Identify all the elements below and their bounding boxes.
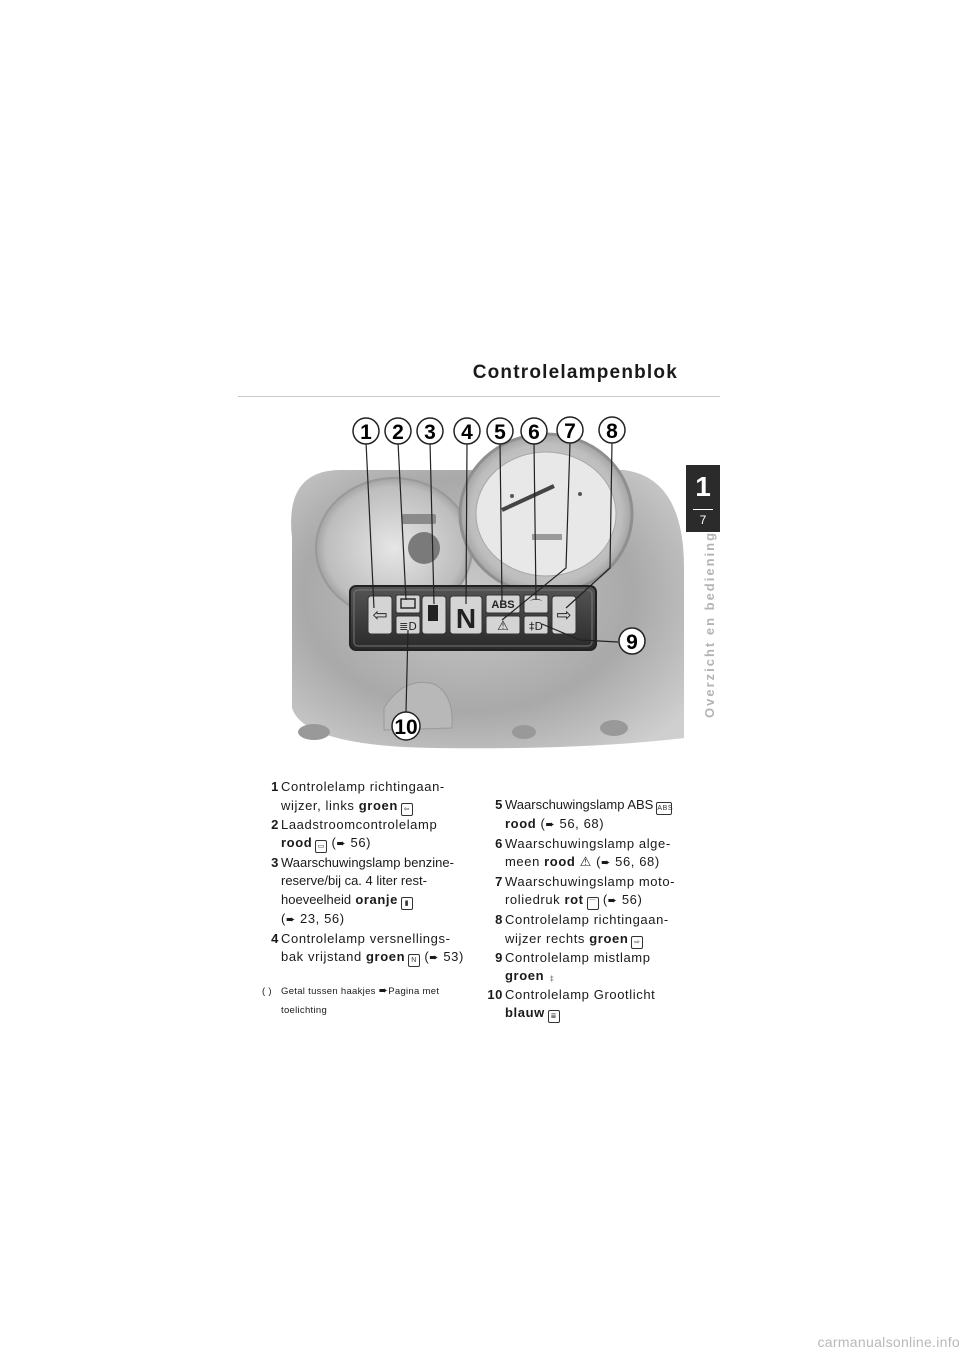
high-beam-icon: ≣	[548, 1010, 560, 1023]
page-title: Controlelampenblok	[472, 362, 678, 383]
legend-item-ref: 56, 68	[559, 816, 600, 831]
page-ref-arrow-icon: ➨	[545, 819, 556, 831]
legend-item-text: hoeveelheid	[281, 891, 352, 907]
legend-item-color: rood	[544, 854, 576, 870]
legend-item-text: reserve/bij ca. 4 liter rest-	[281, 873, 427, 889]
instrument-panel-figure	[284, 408, 690, 750]
legend-item-number: 9	[495, 949, 503, 965]
legend-item-text: Laadstroomcontrolelamp	[281, 816, 438, 832]
legend-item-text: Waarschuwingslamp moto-	[505, 873, 676, 889]
turn-right-lamp-icon: ⇨	[556, 605, 572, 626]
abs-lamp-label: ABS	[491, 599, 515, 611]
note-text: toelichting	[281, 1004, 328, 1016]
warning-triangle-icon: ⚠	[579, 854, 592, 870]
callout-3: 3	[424, 421, 436, 444]
lower-right-knob	[512, 725, 536, 739]
legend-item-color: rood	[281, 835, 313, 851]
speedometer-tick	[510, 494, 514, 498]
oil-pressure-lamp-icon: ⌒	[529, 598, 543, 612]
legend-item-text: bak vrijstand	[281, 949, 362, 965]
callout-8: 8	[606, 420, 618, 443]
legend-item-ref: 23, 56	[299, 910, 340, 926]
page-ref-arrow-icon: ➨	[378, 984, 389, 997]
fog-lamp-icon: ‡	[549, 976, 555, 984]
lower-left-knob	[298, 724, 330, 740]
chapter-tab	[686, 465, 720, 532]
legend-item-9	[486, 949, 691, 986]
page-ref-arrow-icon: ➨	[601, 857, 611, 870]
legend-item-7: 7 Waarschuwingslamp moto- roliedruk rot ⌒ (➨ 56)	[486, 873, 691, 911]
legend-item-ref: 56	[350, 835, 367, 851]
left-gauge-display	[402, 514, 436, 524]
legend-item-4: 4 Controlelamp versnellings- bak vrijstand groen N (➨ 53)	[262, 930, 480, 968]
legend-item-color: groen	[505, 968, 545, 984]
left-gauge-knob	[408, 532, 440, 564]
oil-pressure-icon: ⌒	[587, 897, 599, 910]
watermark: carmanualsonline.info	[817, 1334, 960, 1350]
legend-right-column	[486, 796, 691, 1023]
legend-item-2: 2 Laadstroomcontrolelamp rood ▭ (➨ 56)	[262, 816, 480, 854]
callout-6: 6	[528, 421, 540, 444]
legend-item-number: 3	[271, 854, 279, 870]
battery-lamp	[396, 595, 420, 613]
page-ref-arrow-icon: ➨	[285, 913, 296, 926]
general-warning-lamp-icon: ⚠	[497, 619, 509, 634]
legend-item-text: Controlelamp mistlamp	[505, 949, 651, 965]
neutral-icon: N	[408, 954, 420, 967]
fuel-icon: ▮	[401, 897, 413, 910]
legend-item-text: wijzer rechts	[505, 930, 586, 946]
fuel-lamp-icon	[428, 605, 438, 621]
callout-4: 4	[461, 421, 473, 444]
legend-item-10	[486, 986, 691, 1024]
turn-left-icon: ⇦	[401, 803, 413, 816]
note-symbol: ( )	[262, 985, 272, 997]
legend-item-3: 3 Waarschuwingslamp benzine- reserve/bij ca. 4 liter rest- hoeveelheid oranje ▮ (➨ 23, 56)	[262, 854, 480, 930]
legend-item-8	[486, 911, 691, 949]
title-divider	[238, 396, 720, 397]
page-ref-arrow-icon: ➨	[429, 952, 440, 965]
abs-icon: ABS	[656, 802, 672, 815]
chapter-number: 1	[695, 471, 711, 502]
legend-item-text: Controlelamp Grootlicht	[505, 986, 656, 1002]
fog-lamp-icon: ‡D	[529, 620, 543, 633]
legend-item-5: 5 Waarschuwingslamp ABS ABS rood (➨ 56, 68)	[486, 796, 691, 835]
speedometer-odometer	[532, 534, 562, 540]
legend-item-ref: 53	[443, 949, 459, 965]
legend-item-number: 2	[271, 816, 279, 832]
callout-2: 2	[392, 421, 404, 444]
note-text: Getal tussen haakjes	[281, 985, 376, 997]
speedometer-tick	[578, 492, 582, 496]
legend-item-text: wijzer, links	[281, 797, 355, 813]
section-side-label: Overzicht en bediening	[702, 530, 717, 718]
legend-item-ref: 56, 68	[615, 854, 655, 870]
turn-left-lamp-icon: ⇦	[372, 605, 388, 626]
lower-right-knob	[600, 720, 628, 736]
legend-item-text: Waarschuwingslamp alge-	[505, 835, 671, 851]
legend-item-number: 5	[495, 797, 503, 812]
legend-item-number: 6	[495, 835, 503, 851]
legend-item-text: Controlelamp richtingaan-	[281, 779, 445, 794]
legend-item-color: rot	[564, 892, 584, 908]
legend-note	[262, 982, 480, 1020]
speedometer-face	[476, 452, 616, 576]
legend-item-number: 4	[271, 930, 279, 946]
legend-item-1	[262, 778, 480, 816]
callout-9: 9	[626, 631, 638, 654]
legend-item-text: meen	[505, 854, 540, 870]
legend-item-color: groen	[358, 797, 398, 813]
legend-item-text: Controlelamp richtingaan-	[505, 911, 669, 927]
note-text: Pagina met	[388, 985, 440, 997]
page-ref-arrow-icon: ➨	[607, 895, 618, 908]
legend-item-number: 8	[495, 911, 503, 927]
chapter-tab-divider	[693, 509, 713, 510]
legend-item-color: groen	[366, 949, 406, 965]
turn-right-icon: ⇨	[631, 936, 643, 949]
legend-left-column	[262, 778, 480, 1020]
legend-item-color: oranje	[355, 891, 398, 907]
page-ref-arrow-icon: ➨	[336, 838, 347, 851]
callout-10: 10	[394, 716, 418, 739]
legend-item-6: 6 Waarschuwingslamp alge- meen rood ⚠ (➨ 56, 68)	[486, 835, 691, 873]
page-number: 7	[699, 513, 707, 527]
callout-5: 5	[494, 421, 506, 444]
battery-icon: ▭	[315, 840, 327, 853]
legend-item-number: 7	[495, 873, 503, 889]
legend-item-text: Waarschuwingslamp benzine-	[281, 854, 454, 870]
neutral-lamp-label: N	[455, 603, 477, 634]
legend-item-text: roliedruk	[505, 892, 561, 908]
callout-1: 1	[360, 421, 372, 444]
side-label-area	[690, 530, 717, 724]
legend-item-ref: 56	[621, 892, 638, 908]
legend-item-color: groen	[589, 930, 629, 946]
legend-item-color: rood	[505, 816, 537, 831]
legend-item-text: Waarschuwingslamp ABS	[505, 797, 654, 812]
legend-item-number: 10	[487, 986, 503, 1002]
legend-item-number: 1	[271, 779, 279, 794]
legend-item-text: Controlelamp versnellings-	[281, 930, 451, 946]
highbeam-lamp-icon: ≣D	[399, 620, 417, 633]
legend-item-color: blauw	[505, 1005, 545, 1021]
callout-7: 7	[564, 420, 576, 443]
